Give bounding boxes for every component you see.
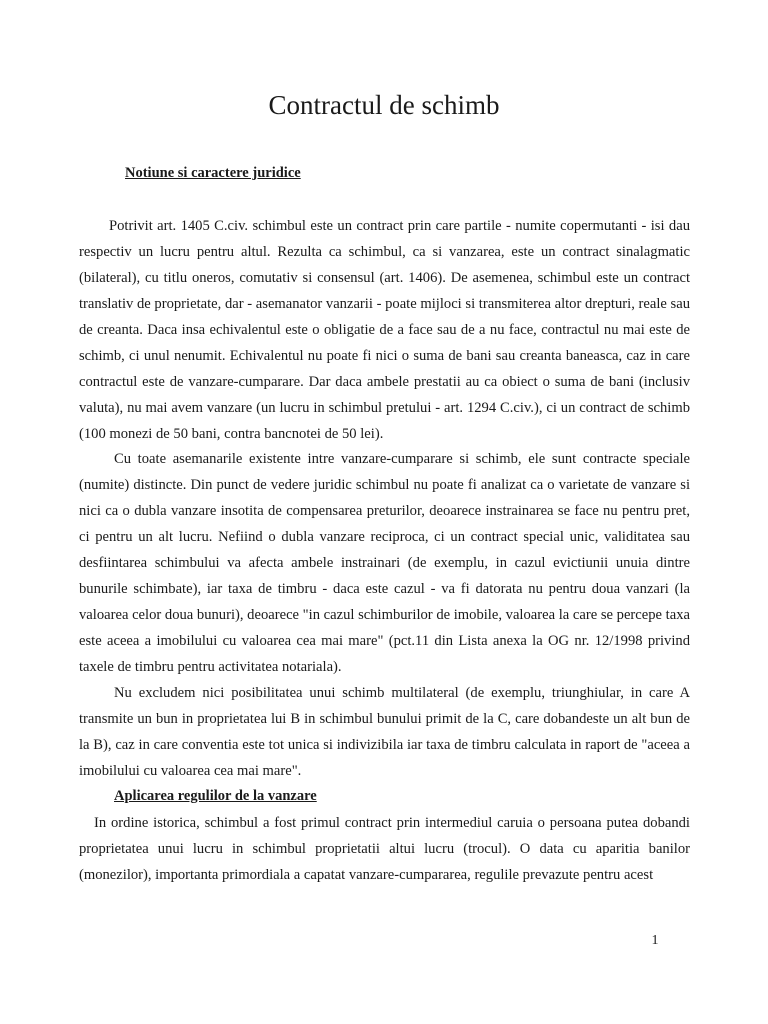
section-heading-notiune: Notiune si caractere juridice: [125, 165, 301, 181]
section-heading-aplicarea: Aplicarea regulilor de la vanzare: [114, 788, 317, 804]
paragraph-distinction: Cu toate asemanarile existente intre vanzare-cumparare si schimb, ele sunt contracte speciale (numite) distincte. Din punct de vedere juridic schimbul nu poate fi analizat ca o varietate de vanzare si nici ca o dubla vanzare insotita de compensarea preturilor, deoarece instrainarea se face nu pentru pret, ci pentru un alt lucru. Nefiind o dubla vanzare reciproca, ci un contract special unic, validitatea sau desfiintarea schimbului va afecta ambele instrainari (de exemplu, in cazul evictiunii unuia dintre bunurile schimbate), iar taxa de timbru - daca este cazul - va fi datorata nu pentru doua vanzari (la valoarea celor doua bunuri), deoarece "in cazul schimburilor de imobile, valoarea la care se percepe taxa este aceea a imobilului cu valoarea cea mai mare" (pct.11 din Lista anexa la OG nr. 12/1998 privind taxele de timbru pentru activitatea notariala).: [79, 451, 690, 675]
paragraph-multilateral: Nu excludem nici posibilitatea unui schimb multilateral (de exemplu, triunghiular, in care A transmite un bun in proprietatea lui B in schimbul bunului primit de la C, care dobandeste un alt bun de la B), caz in care conventia este tot unica si indivizibila iar taxa de timbru calculata in raport de "aceea a imobilului cu valoarea cea mai mare".: [79, 685, 690, 779]
paragraph-definition: Potrivit art. 1405 C.civ. schimbul este un contract prin care partile - numite copermutanti - isi dau respectiv un lucru pentru altul. Rezulta ca schimbul, ca si vanzarea, este un contract sinalagmatic (bilateral), cu titlu oneros, comutativ si consensul (art. 1406). De asemenea, schimbul este un contract translativ de proprietate, dar - asemanator vanzarii - poate mijloci si transmiterea altor drepturi, reale sau de creanta. Daca insa echivalentul este o obligatie de a face sau de a nu face, contractul nu mai este de schimb, ci unul nenumit. Echivalentul nu poate fi nici o suma de bani sau creanta baneasca, caz in care contractul este de vanzare-cumparare. Dar daca ambele prestatii au ca obiect o suma de bani (inclusiv valuta), nu mai avem vanzare (un lucru in schimbul pretului - art. 1294 C.civ.), ci un contract de schimb (100 monezi de 50 bani, contra bancnotei de 50 lei).: [79, 218, 690, 442]
page-title: Contractul de schimb: [268, 90, 500, 120]
page-number: 1: [651, 933, 659, 948]
paragraph-history: In ordine istorica, schimbul a fost primul contract prin intermediul caruia o persoana putea dobandi proprietatea unui lucru in schimbul proprietatii altui lucru (trocul). O data cu aparitia banilor (monezilor), importanta primordiala a capatat vanzare-cumpararea, regulile prevazute pentru acest: [79, 815, 690, 883]
